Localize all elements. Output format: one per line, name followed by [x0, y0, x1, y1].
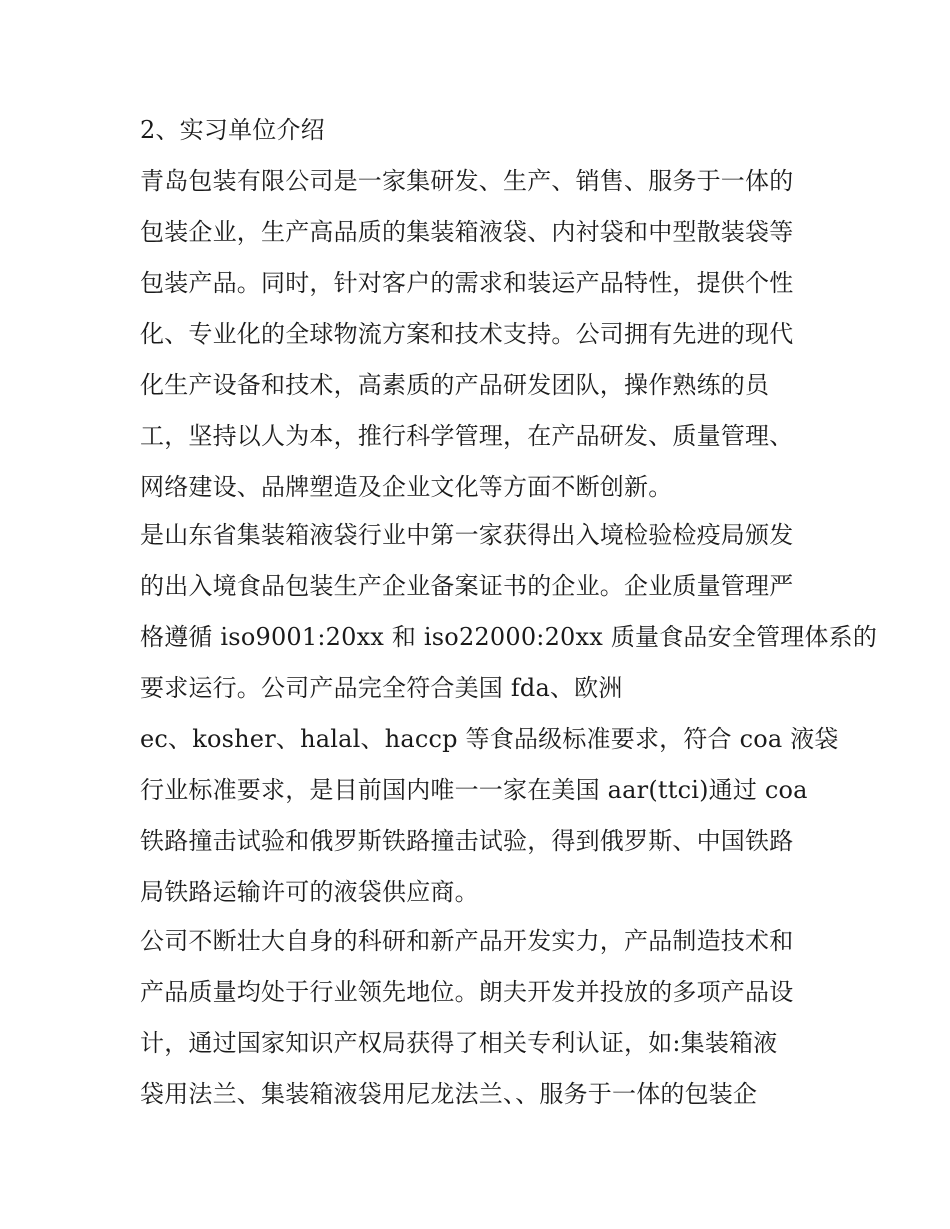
section-heading: 2、实习单位介绍 [140, 116, 325, 144]
text-line: 青岛包装有限公司是一家集研发、生产、销售、服务于一体的 [140, 167, 794, 195]
text-line: 袋用法兰、集装箱液袋用尼龙法兰、、服务于一体的包装企 [140, 1080, 758, 1108]
text-line: 计，通过国家知识产权局获得了相关专利认证，如:集装箱液 [140, 1029, 778, 1057]
text-line: 格遵循 iso9001:20xx 和 iso22000:20xx 质量食品安全管理体系的 [140, 623, 878, 651]
text-line: 产品质量均处于行业领先地位。朗夫开发并投放的多项产品设 [140, 978, 794, 1006]
text-line: 局铁路运输许可的液袋供应商。 [140, 878, 479, 906]
text-line: 化、专业化的全球物流方案和技术支持。公司拥有先进的现代 [140, 320, 794, 348]
text-line: 公司不断壮大自身的科研和新产品开发实力，产品制造技术和 [140, 927, 794, 955]
text-line: 网络建设、品牌塑造及企业文化等方面不断创新。 [140, 473, 673, 501]
text-line: ec、kosher、halal、haccp 等食品级标准要求，符合 coa 液袋 [140, 725, 839, 753]
text-line: 工，坚持以人为本，推行科学管理，在产品研发、质量管理、 [140, 422, 794, 450]
text-line: 铁路撞击试验和俄罗斯铁路撞击试验，得到俄罗斯、中国铁路 [140, 827, 794, 855]
text-line: 的出入境食品包装生产企业备案证书的企业。企业质量管理严 [140, 572, 794, 600]
text-line: 包装企业，生产高品质的集装箱液袋、内衬袋和中型散装袋等 [140, 218, 794, 246]
text-line: 是山东省集装箱液袋行业中第一家获得出入境检验检疫局颁发 [140, 521, 794, 549]
text-line: 化生产设备和技术，高素质的产品研发团队，操作熟练的员 [140, 371, 770, 399]
text-line: 包装产品。同时，针对客户的需求和装运产品特性，提供个性 [140, 269, 794, 297]
text-line: 行业标准要求，是目前国内唯一一家在美国 aar(ttci)通过 coa [140, 776, 808, 804]
text-line: 要求运行。公司产品完全符合美国 fda、欧洲 [140, 674, 623, 702]
